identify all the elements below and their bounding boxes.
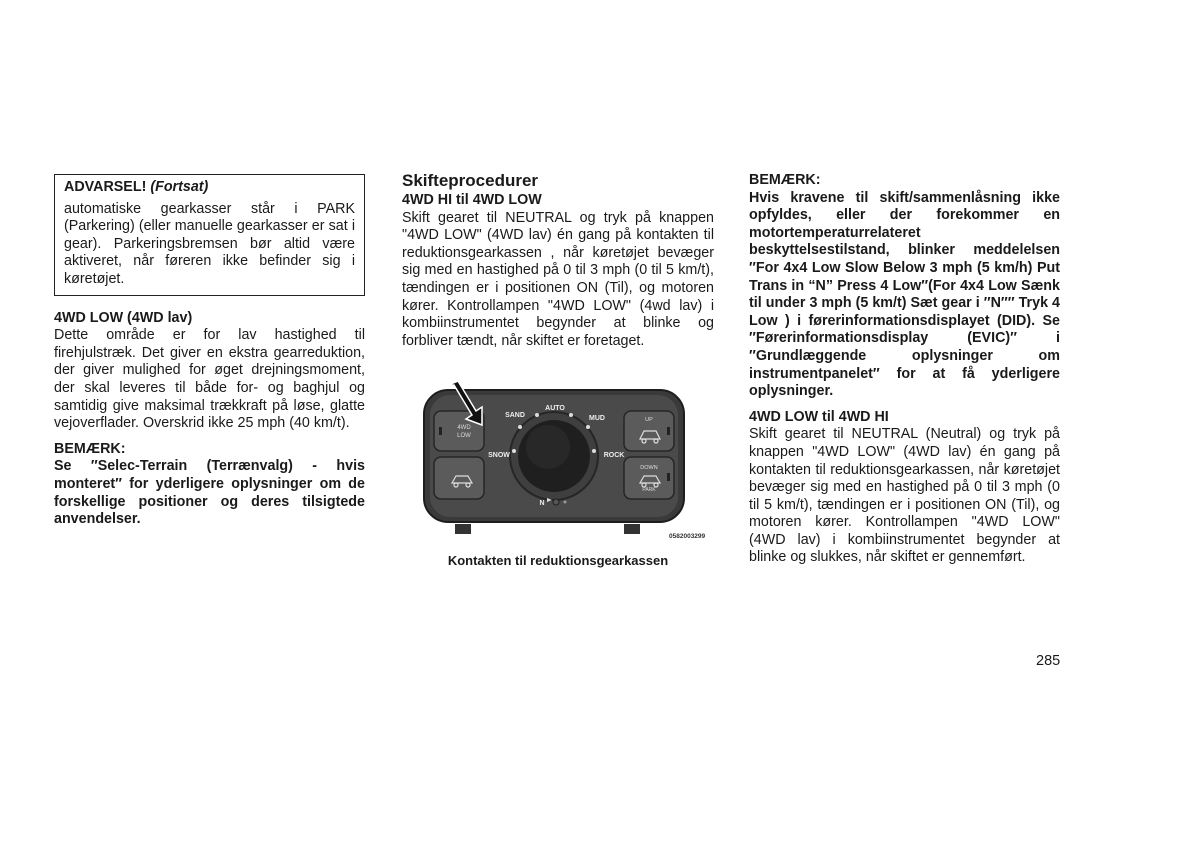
label-park: PARK xyxy=(642,487,656,493)
position-dot xyxy=(569,413,573,417)
low-to-hi-text: Skift gearet til NEUTRAL (Neutral) og tryk på knappen "4WD LOW" (4WD lav) én gang på kontakten til reduktionsgearkassen, når køretøjet bevæger sig med en hastighed på 0 til 3 mph (0 til 5 km/t), tændingen er i positionen ON (Til), og motoren kører. Kontrollampen "4WD LOW" (4WD lav) i kombiinstrumentet begynder at blinke og slukkes, når skiftet er gennemført. xyxy=(749,426,1060,566)
right-note-text: Hvis kravene til skift/sammenlåsning ikke opfyldes, eller der forekommer en motortemperaturrelateret beskyttelsestilstand, blinker meddelelsen ″For 4x4 Low Slow Below 3 mph (5 km/h) Put Trans in “N” Press 4 Low″(For 4x4 Low Sænk til under 3 mph (5 km/t) Sæt gear i ″N″″ Tryk 4 Low ) i førerinformationsdisplayet (DID). Se ″Førerinformationsdisplay (EVIC)″ i ″Grundlæggende oplysninger om instrumentpanelet″ for at få yderligere oplysninger. xyxy=(749,189,1060,400)
warning-title-suffix: (Fortsat) xyxy=(150,179,209,195)
label-rock: ROCK xyxy=(603,452,625,459)
figure-caption: Kontakten til reduktionsgearkassen xyxy=(447,553,669,568)
hi-to-low-text: Skift gearet til NEUTRAL og tryk på knappen "4WD LOW" (4WD lav) én gang på kontakten til reduktionsgearkassen , når køretøjet bevæger sig med en hastighed på 0 til 3 mph (0 til 5 km/t), tændingen er i positionen ON (Til), og motoren kører. Kontrollampen "4WD LOW" (4wd lav) i kombiinstrumentet begynder at blinke og forbliver tændt, når skiftet er foretaget. xyxy=(402,209,714,349)
label-4wd: 4WD xyxy=(457,425,471,431)
warning-box xyxy=(54,174,365,296)
warning-text: automatiske gearkasser står i PARK (Parkering) (eller manuelle gearkasser er sat i gear). Parkeringsbremsen bør altid være aktiveret, når føreren ikke befinder sig i køretøjet. xyxy=(64,200,355,287)
left-lower-button[interactable] xyxy=(434,457,484,499)
right-column xyxy=(749,172,1060,567)
neutral-led xyxy=(564,501,567,504)
warning-title-text: ADVARSEL! xyxy=(64,179,147,195)
section-heading-4wd-low: 4WD LOW (4WD lav) xyxy=(54,309,193,326)
note-text: Se ″Selec-Terrain (Terrænvalg) - hvis monteret″ for yderligere oplysninger om de forskellige positioner og deres tilsigtede anvendelser. xyxy=(54,458,365,528)
low-to-hi-heading: 4WD LOW til 4WD HI xyxy=(749,408,889,425)
label-low: LOW xyxy=(457,433,471,439)
indicator-led xyxy=(667,473,670,481)
label-snow: SNOW xyxy=(488,452,510,459)
transfer-case-switch-figure xyxy=(418,381,718,547)
position-dot xyxy=(592,449,596,453)
left-column xyxy=(54,174,365,529)
knob-highlight xyxy=(526,425,570,469)
label-down: DOWN xyxy=(640,465,658,471)
label-sand: SAND xyxy=(505,412,525,419)
mount-tab-right xyxy=(624,524,640,534)
figure-code: 0582003299 xyxy=(669,533,706,540)
label-mud: MUD xyxy=(589,415,605,422)
position-dot xyxy=(586,425,590,429)
label-up: UP xyxy=(645,417,653,423)
indicator-led xyxy=(667,427,670,435)
middle-column xyxy=(402,170,714,350)
mount-tab-left xyxy=(455,524,471,534)
label-neutral: N xyxy=(539,500,545,507)
hi-to-low-heading: 4WD HI til 4WD LOW xyxy=(402,192,542,208)
warning-title xyxy=(64,179,355,197)
shift-procedures-heading: Skifteprocedurer xyxy=(402,171,539,190)
position-dot xyxy=(512,449,516,453)
right-note-heading: BEMÆRK: xyxy=(749,172,821,188)
position-dot xyxy=(518,425,522,429)
indicator-led xyxy=(439,427,442,435)
neutral-button[interactable] xyxy=(553,499,559,505)
position-dot xyxy=(535,413,539,417)
section-text-4wd-low: Dette område er for lav hastighed til firehjulstræk. Det giver en ekstra gearreduktion, der giver mulighed for øget drejningsmoment, der skal leveres til både for- og baghjul og samtidig give maksimal trækkraft på løse, glatte vejoverflader. Overskrid ikke 25 mph (40 km/t). xyxy=(54,327,365,432)
label-auto: AUTO xyxy=(545,405,565,412)
note-heading: BEMÆRK: xyxy=(54,440,126,457)
page-number: 285 xyxy=(1036,653,1061,669)
